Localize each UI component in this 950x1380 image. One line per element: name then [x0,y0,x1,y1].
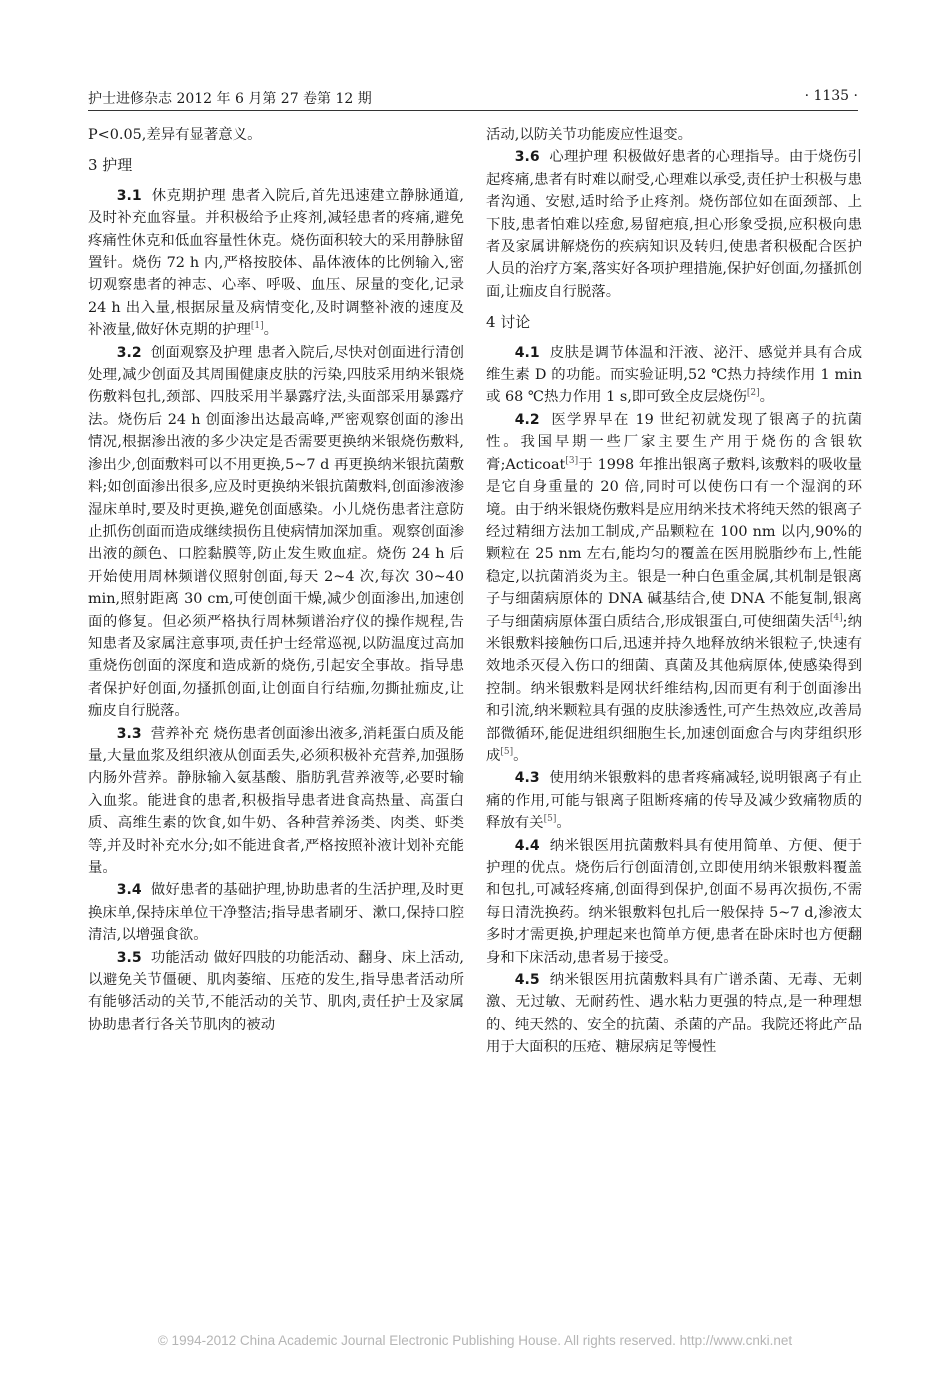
left-column [88,124,464,1036]
section-4-2: 4.2 医学界早在 19 世纪初就发现了银离子的抗菌性。我国早期一些厂家主要生产用于烧伤的含银软膏;Acticoat[3]于 1998 年推出银离子敷料,该敷料的吸收量是它自身重量的 20 倍,同时可以使伤口有一个湿润的环境。由于纳米银烧伤敷料是应用纳米技术将纯天然的银离子经过精细方法加工制成,产品颗粒在 100 nm 以内,90%的颗粒在 25 nm 左右,能均匀的覆盖在医用脱脂纱布上,性能稳定,以抗菌消炎为主。银是一种白色重金属,其机制是银离子与细菌病原体的 DNA 碱基结合,使 DNA 不能复制,银离子与细菌病原体蛋白质结合,形成银蛋白,可使细菌失活[4];纳米银敷料接触伤口后,迅速并持久地释放纳米银粒子,快速有效地杀灭侵入伤口的细菌、真菌及其他病原体,使感染得到控制。纳米银敷料是网状纤维结构,因而更有利于创面渗出和引流,纳米颗粒具有强的皮肤渗透性,可产生热效应,改善局部微循环,能促进组织细胞生长,加速创面愈合与肉芽组织形成[5]。 [486,411,862,764]
copyright-footer: © 1994-2012 China Academic Journal Electronic Publishing House. All rights reserved. http://www.cnki.net [157,1333,793,1348]
section-4-5: 4.5 纳米银医用抗菌敷料具有广谱杀菌、无毒、无刺激、无过敏、无耐药性、遇水粘力更强的特点,是一种理想的、纯天然的、安全的抗菌、杀菌的产品。我院还将此产品用于大面积的压疮、糖尿病足等慢性 [486,972,862,1056]
section-4-3: 4.3 使用纳米银敷料的患者疼痛减轻,说明银离子有止痛的作用,可能与银离子阻断疼痛的传导及减少致痛物质的释放有关[5]。 [486,770,862,832]
citation-ref[interactable]: [3] [565,455,579,466]
citation-ref[interactable]: [2] [746,388,760,399]
section-3-4: 3.4 做好患者的基础护理,协助患者的生活护理,及时更换床单,保持床单位干净整洁;指导患者刷牙、漱口,保持口腔清洁,以增强食欲。 [88,882,464,944]
paragraph: 活动,以防关节功能废应性退变。 [486,127,693,143]
citation-ref[interactable]: [4] [829,612,843,623]
page-number: · 1135 · [804,88,858,104]
citation-ref[interactable]: [5] [500,747,514,758]
section-heading-4: 4 讨论 [486,313,531,332]
section-3-6: 3.6 心理护理 积极做好患者的心理指导。由于烧伤引起疼痛,患者有时难以耐受,心理难以承受,责任护士积极与患者沟通、安慰,适时给予止疼剂。烧伤部位如在面颈部、上下肢,患者怕难以痊愈,易留疤痕,担心形象受损,应积极向患者及家属讲解烧伤的疾病知识及转归,使患者积极配合医护人员的治疗方案,落实好各项护理措施,保护好创面,勿搔抓创面,让痂皮自行脱落。 [486,149,862,300]
section-4-1: 4.1 皮肤是调节体温和汗液、泌汗、感觉并具有合成维生素 D 的功能。而实验证明,52 ℃热力持续作用 1 min 或 68 ℃热力作用 1 s,即可致全皮层烧伤[2]。 [486,344,862,406]
running-header [88,88,858,111]
section-3-1: 3.1 休克期护理 患者入院后,首先迅速建立静脉通道,及时补充血容量。并积极给予止疼剂,减轻患者的疼痛,避免疼痛性休克和低血容量性休克。烧伤面积较大的采用静脉留置针。烧伤 72 h 内,严格按胶体、晶体液体的比例输入,密切观察患者的神志、心率、呼吸、血压、尿量的变化,记录 24 h 出入量,根据尿量及病情变化,及时调整补液的速度及补液量,做好休克期的护理[1]。 [88,187,464,339]
section-3-3: 3.3 营养补充 烧伤患者创面渗出液多,消耗蛋白质及能量,大量血浆及组织液从创面丢失,必须积极补充营养,加强肠内肠外营养。静脉输入氨基酸、脂肪乳营养液等,必要时输入血浆。能进食的患者,积极指导患者进食高热量、高蛋白质、高维生素的饮食,如牛奶、各种营养汤类、肉类、虾类等,并及时补充水分;如不能进食者,严格按照补液计划补充能量。 [88,725,464,876]
section-4-4: 4.4 纳米银医用抗菌敷料具有使用简单、方便、便于护理的优点。烧伤后行创面清创,立即使用纳米银敷料覆盖和包扎,可减轻疼痛,创面得到保护,创面不易再次损伤,不需每日清洗换药。纳米银敷料包扎后一般保持 5~7 d,渗液太多时才需更换,护理起来也简单方便,患者在卧床时也方便翻身和下床活动,患者易于接受。 [486,837,862,966]
section-3-2: 3.2 创面观察及护理 患者入院后,尽快对创面进行清创处理,减少创面及其周围健康皮肤的污染,四肢采用纳米银烧伤敷料包扎,颈部、四肢采用半暴露疗法,头面部采用暴露疗法。烧伤后 24 h 创面渗出达最高峰,严密观察创面的渗出情况,根据渗出液的多少决定是否需要更换纳米银烧伤敷料,渗出少,创面敷料可以不用更换,5~7 d 再更换纳米银抗菌敷料;如创面渗出很多,应及时更换纳米银抗菌敷料,创面渗液渗湿床单时,要及时更换,避免创面感染。小儿烧伤患者注意防止抓伤创面而造成继续损伤且使病情加深加重。观察创面渗出液的颜色、口腔黏膜等,防止发生败血症。烧伤 24 h 后开始使用周林频谱仪照射创面,每天 2~4 次,每次 30~40 min,照射距离 30 cm,可使创面干燥,减少创面渗出,加速创面的修复。但必须严格执行周林频谱治疗仪的操作规程,告知患者及家属注意事项,责任护士经常巡视,以防温度过高加重烧伤创面的深度和造成新的烧伤,引起安全事故。指导患者保护好创面,勿搔抓创面,让创面自行结痂,勿撕扯痂皮,让痂皮自行脱落。 [88,344,464,720]
section-3-5: 3.5 功能活动 做好四肢的功能活动、翻身、床上活动,以避免关节僵硬、肌肉萎缩、压疮的发生,指导患者活动所有能够活动的关节,不能活动的关节、肌肉,责任护士及家属协助患者行各关节肌肉的被动 [88,949,464,1033]
paragraph: P<0.05,差异有显著意义。 [88,127,262,143]
citation-ref[interactable]: [1] [250,321,264,332]
right-column [486,124,862,1059]
journal-citation: 护士进修杂志 2012 年 6 月第 27 卷第 12 期 [88,91,372,107]
citation-ref[interactable]: [5] [543,814,557,825]
section-heading-3: 3 护理 [88,156,133,175]
